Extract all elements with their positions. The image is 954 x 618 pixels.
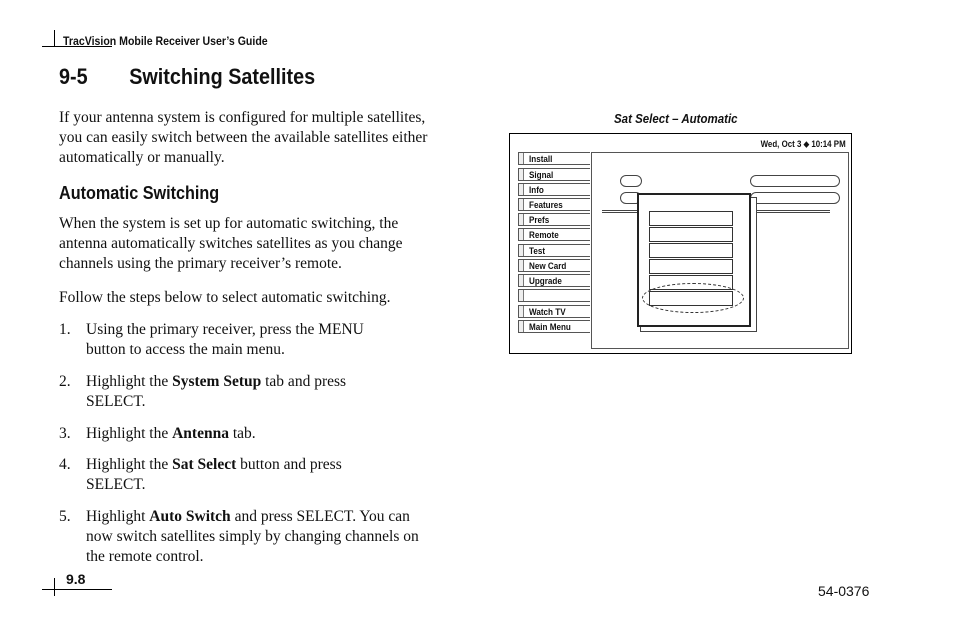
crop-mark-bottom-vertical — [54, 578, 55, 596]
tab-info[interactable] — [518, 183, 590, 196]
popup-option-1[interactable] — [649, 211, 733, 226]
step-bold: Sat Select — [172, 456, 237, 473]
step-2 — [59, 372, 439, 412]
tab-watch-tv[interactable] — [518, 305, 590, 318]
step-text-pre: Highlight the — [86, 373, 173, 390]
step-number: 2. — [59, 373, 71, 390]
tab-remote[interactable] — [518, 228, 590, 241]
step-text — [86, 372, 386, 412]
step-bold: System Setup — [172, 373, 262, 390]
step-bold: Auto Switch — [149, 508, 231, 525]
tab-main-menu[interactable] — [518, 320, 590, 333]
step-text-post: tab. — [228, 425, 256, 442]
sat-select-popup — [637, 193, 751, 327]
subheading: Automatic Switching — [59, 183, 220, 203]
page-number: 9.8 — [66, 571, 86, 587]
tab-label: Upgrade — [529, 276, 562, 286]
tab-label: Main Menu — [529, 322, 571, 332]
popup-option-3[interactable] — [649, 243, 733, 258]
content-panel — [591, 152, 849, 349]
step-3 — [59, 424, 439, 444]
section-title-text: Switching Satellites — [129, 64, 316, 89]
panel-pill-top-right — [750, 175, 840, 187]
tab-label: Prefs — [529, 215, 550, 225]
popup-option-4[interactable] — [649, 259, 733, 274]
step-text-post: and press SELECT. You can now switch satellites simply by changing channels on the remote control. — [86, 508, 419, 565]
tab-label: Features — [529, 200, 563, 210]
step-bold: Antenna — [172, 425, 229, 442]
panel-divider-left — [602, 210, 642, 213]
crop-mark-bottom-horizontal — [42, 589, 112, 590]
step-number: 1. — [59, 321, 71, 338]
step-text-pre: Highlight — [86, 508, 150, 525]
step-text: Using the primary receiver, press the MENU button to access the main menu. — [86, 321, 364, 358]
running-header: TracVision Mobile Receiver User’s Guide — [63, 34, 268, 48]
step-text — [86, 507, 421, 567]
auto-paragraph: When the system is set up for automatic switching, the antenna automatically switches satellites as you change channels using the primary receiver’s remote. — [59, 215, 403, 272]
step-number: 5. — [59, 508, 71, 525]
step-text-pre: Highlight the — [86, 425, 173, 442]
tab-label: New Card — [529, 261, 567, 271]
step-number: 3. — [59, 425, 71, 442]
tab-new-card[interactable] — [518, 259, 590, 272]
crop-mark-top-vertical — [54, 30, 55, 46]
step-4 — [59, 455, 439, 495]
step-text-post: button and press SELECT. — [86, 456, 342, 493]
tab-label: Test — [529, 246, 546, 256]
auto-switch-highlight-ellipse — [642, 283, 744, 313]
panel-divider-right — [750, 210, 830, 213]
document-code: 54-0376 — [818, 583, 870, 599]
intro-paragraph: If your antenna system is configured for multiple satellites, you can easily switch between the available satellites either automatically or manually. — [59, 109, 428, 166]
step-text-post: tab and press SELECT. — [86, 373, 347, 410]
tab-prefs[interactable] — [518, 213, 590, 226]
tab-label: Signal — [529, 170, 554, 180]
tab-upgrade[interactable] — [518, 274, 590, 287]
tab-blank[interactable] — [518, 289, 590, 302]
panel-pill-top-left — [620, 175, 642, 187]
step-text-pre: Highlight the — [86, 456, 173, 473]
section-number: 9-5 — [59, 64, 88, 89]
screen-datetime: Wed, Oct 3 ⬥ 10:14 PM — [760, 139, 846, 149]
tab-test[interactable] — [518, 244, 590, 257]
follow-paragraph: Follow the steps below to select automatic switching. — [59, 289, 391, 306]
sat-select-screen — [509, 133, 852, 354]
tab-signal[interactable] — [518, 168, 590, 181]
tab-label: Info — [529, 185, 544, 195]
popup-option-2[interactable] — [649, 227, 733, 242]
tab-install[interactable] — [518, 152, 590, 165]
tab-features[interactable] — [518, 198, 590, 211]
section-title — [59, 64, 315, 90]
figure-caption: Sat Select – Automatic — [614, 112, 738, 126]
panel-pill-right — [750, 192, 840, 204]
tab-label: Remote — [529, 230, 559, 240]
step-5 — [59, 507, 439, 567]
tab-label: Watch TV — [529, 307, 566, 317]
tab-label: Install — [529, 154, 553, 164]
step-1 — [59, 320, 439, 360]
step-text — [86, 455, 386, 495]
step-text — [86, 424, 439, 444]
step-number: 4. — [59, 456, 71, 473]
